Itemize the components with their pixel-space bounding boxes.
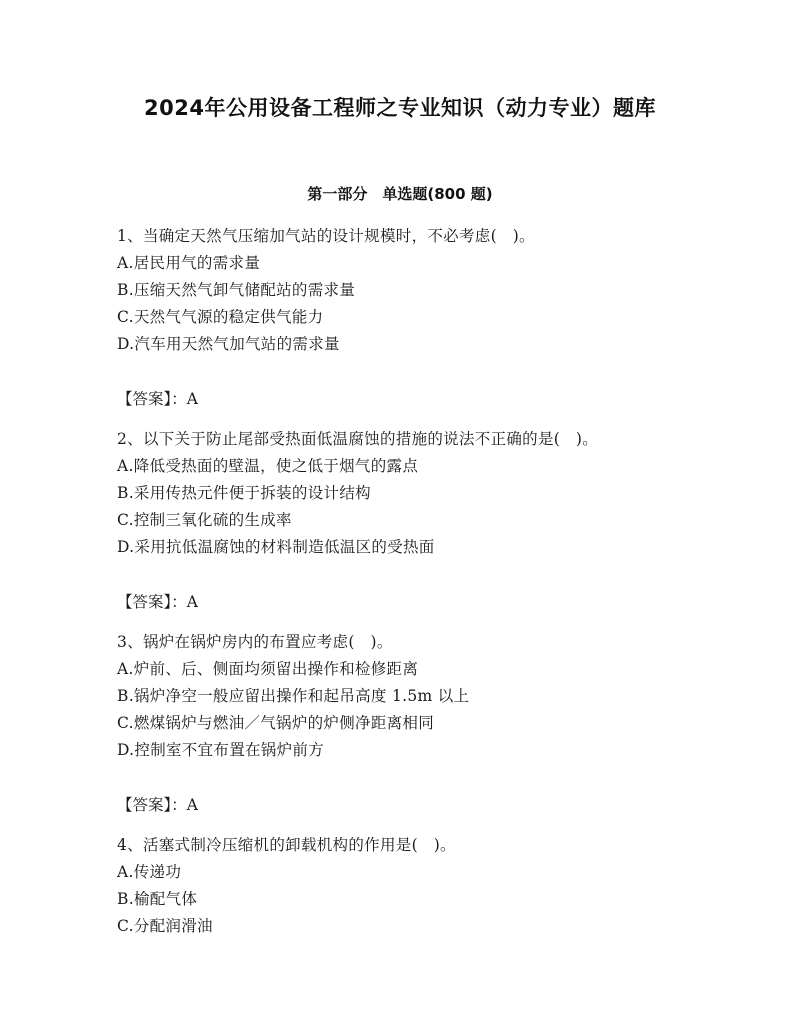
question-2-option-d: D.采用抗低温腐蚀的材料制造低温区的受热面 (117, 538, 435, 556)
question-3-option-a: A.炉前、后、侧面均须留出操作和检修距离 (117, 660, 419, 678)
question-2-stem: 2、以下关于防止尾部受热面低温腐蚀的措施的说法不正确的是( )。 (117, 430, 599, 448)
question-2-option-b: B.采用传热元件便于拆装的设计结构 (117, 484, 371, 502)
question-3-option-c: C.燃煤锅炉与燃油／气锅炉的炉侧净距离相同 (117, 714, 435, 732)
question-1-answer: 【答案】：A (117, 390, 198, 408)
document-title: 2024年公用设备工程师之专业知识（动力专业）题库 (144, 96, 656, 120)
question-3-option-b: B.锅炉净空一般应留出操作和起吊高度 1.5m 以上 (117, 687, 470, 705)
question-1-option-d: D.汽车用天然气加气站的需求量 (117, 335, 340, 353)
question-1-option-a: A.居民用气的需求量 (117, 254, 261, 272)
question-4-stem: 4、活塞式制冷压缩机的卸载机构的作用是( )。 (117, 836, 456, 854)
question-4-option-c: C.分配润滑油 (117, 917, 213, 935)
question-3-option-d: D.控制室不宜布置在锅炉前方 (117, 741, 325, 759)
question-1-stem: 1、当确定天然气压缩加气站的设计规模时，不必考虑( )。 (117, 227, 535, 245)
question-3-answer: 【答案】：A (117, 796, 198, 814)
question-1-option-b: B.压缩天然气卸气储配站的需求量 (117, 281, 356, 299)
question-3-stem: 3、锅炉在锅炉房内的布置应考虑( )。 (117, 633, 393, 651)
question-4-option-a: A.传递功 (117, 863, 182, 881)
question-1-option-c: C.天然气气源的稳定供气能力 (117, 308, 324, 326)
question-4-option-b: B.榆配气体 (117, 890, 198, 908)
question-2-option-c: C.控制三氧化硫的生成率 (117, 511, 292, 529)
question-2-option-a: A.降低受热面的壁温，使之低于烟气的露点 (117, 457, 419, 475)
question-2-answer: 【答案】：A (117, 593, 198, 611)
section-title: 第一部分 单选题(800 题) (307, 185, 493, 203)
